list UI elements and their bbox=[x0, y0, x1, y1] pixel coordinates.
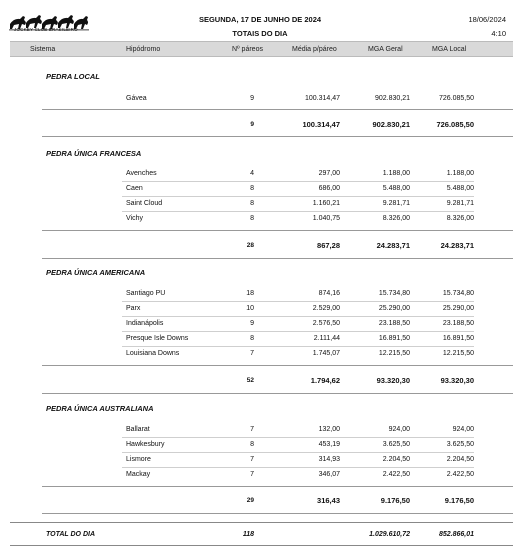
mga-geral-value: 23.188,50 bbox=[378, 320, 410, 327]
row-divider bbox=[122, 196, 474, 197]
section-divider bbox=[42, 109, 513, 110]
row-divider bbox=[122, 181, 474, 182]
mga-geral-value: 924,00 bbox=[388, 426, 410, 433]
media-value: 132,00 bbox=[318, 426, 340, 433]
n-pareos-value: 8 bbox=[250, 215, 254, 222]
media-value: 874,16 bbox=[318, 290, 340, 297]
mga-local-value: 5.488,00 bbox=[446, 185, 474, 192]
subtotal-mga-local: 9.176,50 bbox=[444, 496, 474, 505]
media-value: 100.314,47 bbox=[304, 95, 340, 102]
mga-local-value: 9.281,71 bbox=[446, 200, 474, 207]
col-sistema: Sistema bbox=[30, 45, 56, 53]
mga-geral-value: 15.734,80 bbox=[378, 290, 410, 297]
mga-local-value: 15.734,80 bbox=[442, 290, 474, 297]
hipodromo-name: Lismore bbox=[126, 456, 151, 463]
mga-local-value: 2.422,50 bbox=[446, 471, 474, 478]
mga-local-value: 924,00 bbox=[452, 426, 474, 433]
media-value: 1.745,07 bbox=[312, 350, 340, 357]
jockey-club-logo bbox=[8, 10, 90, 36]
mga-geral-value: 902.830,21 bbox=[374, 95, 410, 102]
mga-geral-value: 12.215,50 bbox=[378, 350, 410, 357]
section-divider bbox=[42, 230, 513, 231]
section-divider bbox=[42, 136, 513, 137]
media-value: 686,00 bbox=[318, 185, 340, 192]
subtotal-mga-geral: 902.830,21 bbox=[372, 120, 410, 129]
report-time: 4:10 bbox=[491, 29, 506, 38]
total-label: TOTAL DO DIA bbox=[46, 531, 95, 538]
hipodromo-name: Avenches bbox=[126, 170, 157, 177]
mga-local-value: 2.204,50 bbox=[446, 456, 474, 463]
section-title: PEDRA ÚNICA AUSTRALIANA bbox=[46, 404, 154, 413]
total-divider bbox=[10, 522, 513, 523]
n-pareos-value: 8 bbox=[250, 200, 254, 207]
n-pareos-value: 7 bbox=[250, 426, 254, 433]
hipodromo-name: Saint Cloud bbox=[126, 200, 163, 207]
mga-geral-value: 5.488,00 bbox=[382, 185, 410, 192]
n-pareos-value: 9 bbox=[250, 320, 254, 327]
mga-geral-value: 25.290,00 bbox=[378, 305, 410, 312]
media-value: 346,07 bbox=[318, 471, 340, 478]
hipodromo-name: Indianápolis bbox=[126, 320, 164, 327]
row-divider bbox=[122, 316, 474, 317]
total-divider bbox=[10, 545, 513, 546]
subtotal-mga-geral: 24.283,71 bbox=[376, 241, 410, 250]
row-divider bbox=[122, 467, 474, 468]
logo-caption: JOCKEY CLUB BRASILEIRO bbox=[14, 27, 78, 32]
mga-local-value: 16.891,50 bbox=[442, 335, 474, 342]
mga-local-value: 1.188,00 bbox=[446, 170, 474, 177]
mga-local-value: 8.326,00 bbox=[446, 215, 474, 222]
subtotal-mga-geral: 93.320,30 bbox=[376, 376, 410, 385]
subtotal-n-pareos: 52 bbox=[246, 377, 254, 384]
total-mga-geral: 1.029.610,72 bbox=[369, 531, 410, 538]
section-divider bbox=[42, 486, 513, 487]
section-divider bbox=[42, 258, 513, 259]
media-value: 314,93 bbox=[318, 456, 340, 463]
n-pareos-value: 8 bbox=[250, 185, 254, 192]
report-subtitle: TOTAIS DO DIA bbox=[232, 29, 288, 38]
hipodromo-name: Santiago PU bbox=[126, 290, 166, 297]
total-mga-local: 852.866,01 bbox=[438, 531, 474, 538]
section-title: PEDRA ÚNICA FRANCESA bbox=[46, 149, 142, 158]
media-value: 2.111,44 bbox=[313, 335, 340, 342]
section-divider bbox=[42, 365, 513, 366]
hipodromo-name: Mackay bbox=[126, 471, 151, 478]
media-value: 2.529,00 bbox=[312, 305, 340, 312]
subtotal-n-pareos: 29 bbox=[246, 497, 254, 504]
col-n-pareos: Nº páreos bbox=[232, 45, 263, 53]
subtotal-n-pareos: 28 bbox=[246, 242, 254, 249]
subtotal-mga-local: 93.320,30 bbox=[440, 376, 474, 385]
mga-geral-value: 3.625,50 bbox=[382, 441, 410, 448]
subtotal-media: 1.794,62 bbox=[310, 376, 340, 385]
mga-geral-value: 16.891,50 bbox=[378, 335, 410, 342]
media-value: 1.160,21 bbox=[312, 200, 340, 207]
report-date: 18/06/2024 bbox=[468, 15, 506, 24]
hipodromo-name: Caen bbox=[126, 185, 143, 192]
col-hipodromo: Hipódromo bbox=[126, 45, 161, 53]
n-pareos-value: 7 bbox=[250, 471, 254, 478]
col-mga-geral: MGA Geral bbox=[368, 45, 403, 53]
row-divider bbox=[122, 452, 474, 453]
mga-local-value: 12.215,50 bbox=[442, 350, 474, 357]
hipodromo-name: Gávea bbox=[126, 95, 147, 102]
subtotal-media: 867,28 bbox=[317, 241, 340, 250]
n-pareos-value: 7 bbox=[250, 350, 254, 357]
section-title: PEDRA LOCAL bbox=[46, 72, 100, 81]
section-title: PEDRA ÚNICA AMERICANA bbox=[46, 268, 146, 277]
media-value: 2.576,50 bbox=[312, 320, 340, 327]
row-divider bbox=[122, 331, 474, 332]
n-pareos-value: 10 bbox=[246, 305, 254, 312]
subtotal-n-pareos: 9 bbox=[250, 121, 254, 128]
total-n-pareos: 118 bbox=[242, 531, 254, 538]
subtotal-media: 316,43 bbox=[317, 496, 340, 505]
hipodromo-name: Parx bbox=[126, 305, 141, 312]
section-divider bbox=[42, 513, 513, 514]
media-value: 297,00 bbox=[318, 170, 340, 177]
row-divider bbox=[122, 301, 474, 302]
mga-geral-value: 2.204,50 bbox=[382, 456, 410, 463]
column-header-bar bbox=[10, 41, 513, 57]
media-value: 453,19 bbox=[318, 441, 340, 448]
col-media: Média p/páreo bbox=[292, 45, 337, 53]
hipodromo-name: Hawkesbury bbox=[126, 441, 165, 448]
n-pareos-value: 7 bbox=[250, 456, 254, 463]
n-pareos-value: 4 bbox=[250, 170, 254, 177]
mga-local-value: 23.188,50 bbox=[442, 320, 474, 327]
hipodromo-name: Ballarat bbox=[126, 426, 150, 433]
col-mga-local: MGA Local bbox=[432, 45, 467, 53]
report-title: SEGUNDA, 17 DE JUNHO DE 2024 bbox=[198, 15, 322, 24]
section-divider bbox=[42, 393, 513, 394]
row-divider bbox=[122, 437, 474, 438]
mga-geral-value: 8.326,00 bbox=[382, 215, 410, 222]
hipodromo-name: Presque Isle Downs bbox=[126, 335, 189, 342]
mga-local-value: 3.625,50 bbox=[446, 441, 474, 448]
hipodromo-name: Louisiana Downs bbox=[126, 350, 180, 357]
mga-geral-value: 9.281,71 bbox=[382, 200, 410, 207]
hipodromo-name: Vichy bbox=[126, 215, 143, 222]
subtotal-mga-local: 24.283,71 bbox=[440, 241, 474, 250]
row-divider bbox=[122, 346, 474, 347]
mga-geral-value: 1.188,00 bbox=[382, 170, 410, 177]
mga-geral-value: 2.422,50 bbox=[382, 471, 410, 478]
n-pareos-value: 8 bbox=[250, 335, 254, 342]
subtotal-media: 100.314,47 bbox=[302, 120, 340, 129]
row-divider bbox=[122, 211, 474, 212]
mga-local-value: 726.085,50 bbox=[438, 95, 474, 102]
n-pareos-value: 18 bbox=[246, 290, 254, 297]
subtotal-mga-local: 726.085,50 bbox=[436, 120, 474, 129]
n-pareos-value: 8 bbox=[250, 441, 254, 448]
n-pareos-value: 9 bbox=[250, 95, 254, 102]
media-value: 1.040,75 bbox=[312, 215, 340, 222]
mga-local-value: 25.290,00 bbox=[442, 305, 474, 312]
subtotal-mga-geral: 9.176,50 bbox=[380, 496, 410, 505]
